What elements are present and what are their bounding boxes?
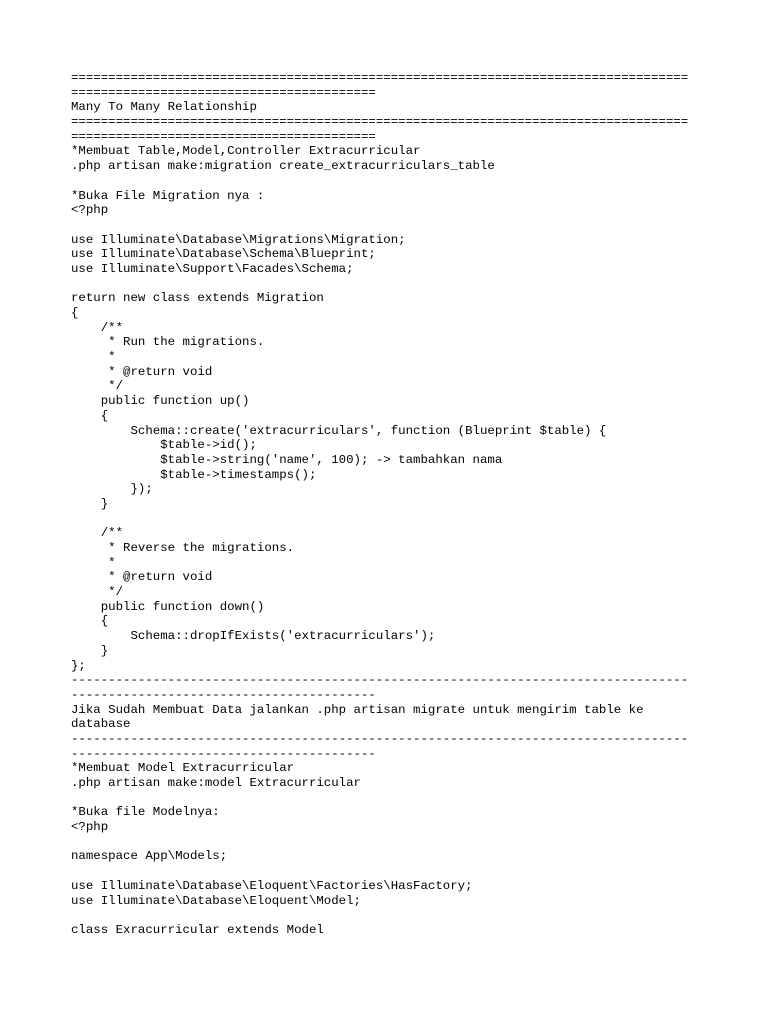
text-line: { [71,306,79,320]
text-line: * @return void [71,570,213,585]
text-line: .php artisan make:model Extracurricular [71,776,361,790]
text-line: use Illuminate\Database\Eloquent\Model; [71,893,361,908]
text-line: } [71,643,109,658]
text-line: { [71,614,109,629]
blank-line [71,835,711,850]
text-line: $table->string('name', 100); -> tambahkan nama [71,452,503,467]
text-line: }; [71,658,86,673]
text-line: ----------------------------------------- [71,746,376,761]
text-line: Many To Many Relationship [71,100,257,115]
text-line: return new class extends Migration [71,291,324,306]
text-line: */ [71,585,124,600]
document-page [71,71,711,938]
text-line: public function down() [71,599,265,614]
text-line: $table->timestamps(); [71,467,317,482]
text-line: namespace App\Models; [71,849,228,864]
text-line: ----------------------------------------------------------------------------------- [71,731,689,746]
text-line: */ [71,379,124,394]
blank-line [71,908,711,923]
text-line: Schema::create('extracurriculars', function (Blueprint $table) { [71,423,607,438]
text-line: /** [71,320,124,335]
text-line: { [71,408,109,423]
text-line: * Reverse the migrations. [71,541,295,555]
text-line: Jika Sudah Membuat Data jalankan .php artisan migrate untuk mengirim table ke [71,702,644,717]
text-line: /** [71,526,124,541]
blank-line [71,512,711,527]
blank-line [71,277,711,292]
text-line: public function up() [71,394,250,409]
text-line: *Membuat Model Extracurricular [71,761,295,776]
text-line: =================================================================================== [71,71,689,85]
text-line: database [71,717,131,732]
text-line: * Run the migrations. [71,335,265,350]
text-line: *Buka File Migration nya : [71,188,265,203]
blank-line [71,218,711,233]
text-line: class Exracurricular extends Model [71,922,324,937]
text-line: ----------------------------------------------------------------------------------- [71,673,689,688]
text-line: * @return void [71,364,213,379]
blank-line [71,864,711,879]
text-line: =================================================================================== [71,115,689,130]
text-line: Schema::dropIfExists('extracurriculars'); [71,629,436,644]
text-line: ----------------------------------------- [71,687,376,702]
text-line: .php artisan make:migration create_extracurriculars_table [71,159,495,174]
text-line: * [71,350,116,365]
text-line: *Buka file Modelnya: [71,805,220,820]
text-line: ========================================= [71,129,376,144]
text-line: }); [71,482,153,497]
blank-line [71,174,711,189]
text-line: use Illuminate\Support\Facades\Schema; [71,261,354,276]
text-line: ========================================= [71,85,376,100]
text-line: use Illuminate\Database\Schema\Blueprint; [71,247,376,262]
blank-line [71,791,711,806]
text-line: $table->id(); [71,438,257,453]
text-line: use Illuminate\Database\Eloquent\Factories\HasFactory; [71,878,473,893]
text-line: *Membuat Table,Model,Controller Extracurricular [71,144,421,159]
text-line: <?php [71,203,109,218]
text-line: * [71,555,116,570]
text-line: <?php [71,820,109,835]
text-line: use Illuminate\Database\Migrations\Migration; [71,232,406,247]
text-line: } [71,496,109,511]
